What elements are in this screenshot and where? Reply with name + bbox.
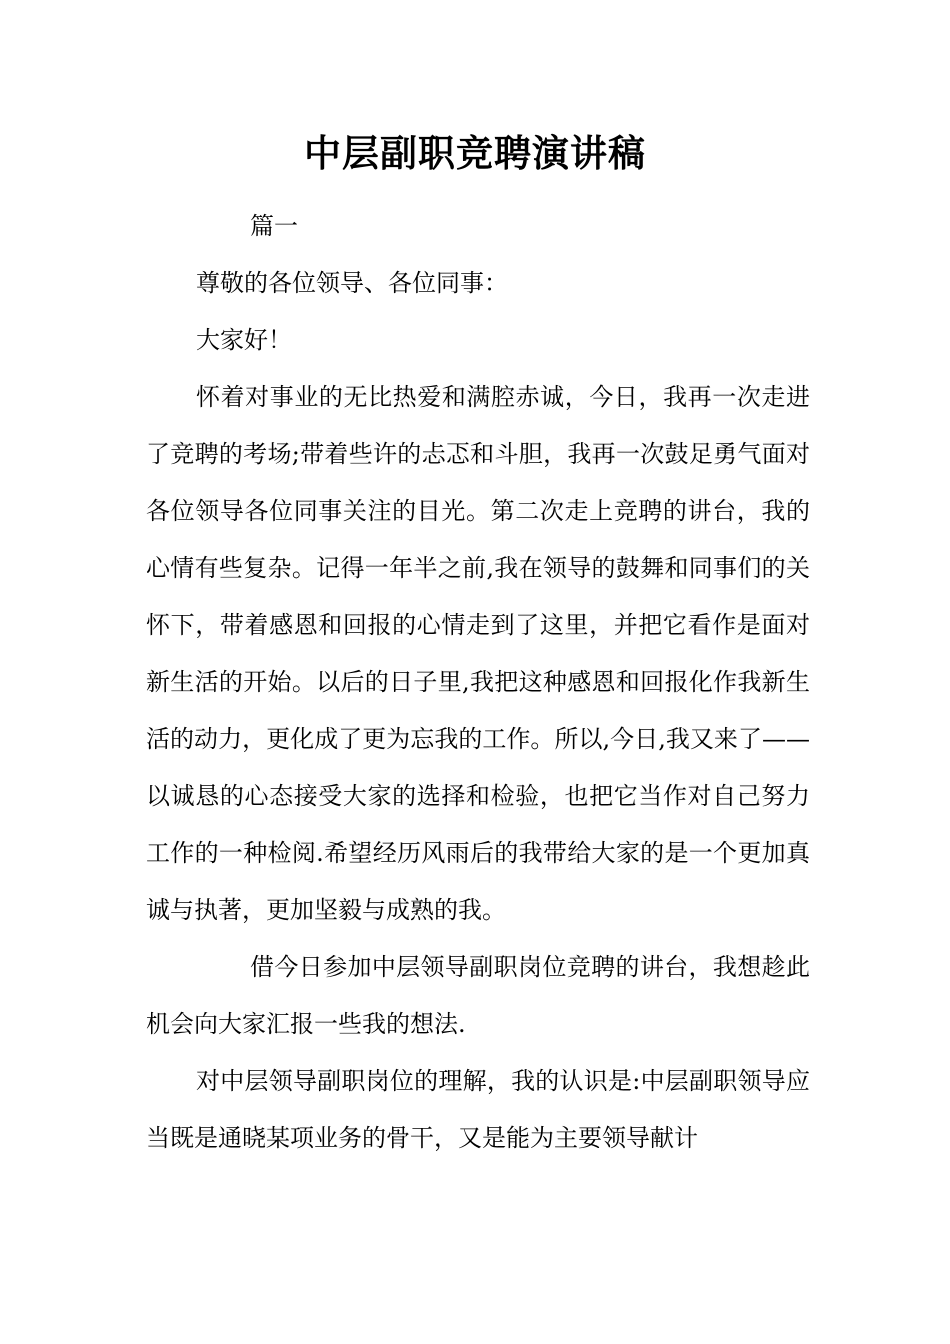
- document-body: [146, 198, 810, 1167]
- section-heading: 篇一: [250, 212, 298, 240]
- greeting: 大家好！: [196, 326, 292, 354]
- document-title: 中层副职竞聘演讲稿: [304, 131, 646, 175]
- salutation: 尊敬的各位领导、各位同事：: [196, 269, 508, 297]
- paragraph-understanding: 对中层领导副职岗位的理解，我的认识是:中层副职领导应当既是通晓某项业务的骨干，又是能为主要领导献计: [146, 1067, 810, 1152]
- paragraph-opening: 怀着对事业的无比热爱和满腔赤诚，今日，我再一次走进了竞聘的考场;带着些许的忐忑和斗胆，我再一次鼓足勇气面对各位领导各位同事关注的目光。第二次走上竞聘的讲台，我的心情有些复杂。记得一年半之前,我在领导的鼓舞和同事们的关怀下，带着感恩和回报的心情走到了这里，并把它看作是面对新生活的开始。以后的日子里,我把这种感恩和回报化作我新生活的动力，更化成了更为忘我的工作。所以,今日,我又来了——以诚恳的心态接受大家的选择和检验，也把它当作对自己努力工作的一种检阅.希望经历风雨后的我带给大家的是一个更加真诚与执著，更加坚毅与成熟的我。: [146, 383, 810, 924]
- paragraph-intro: 借今日参加中层领导副职岗位竞聘的讲台，我想趁此机会向大家汇报一些我的想法.: [146, 953, 810, 1038]
